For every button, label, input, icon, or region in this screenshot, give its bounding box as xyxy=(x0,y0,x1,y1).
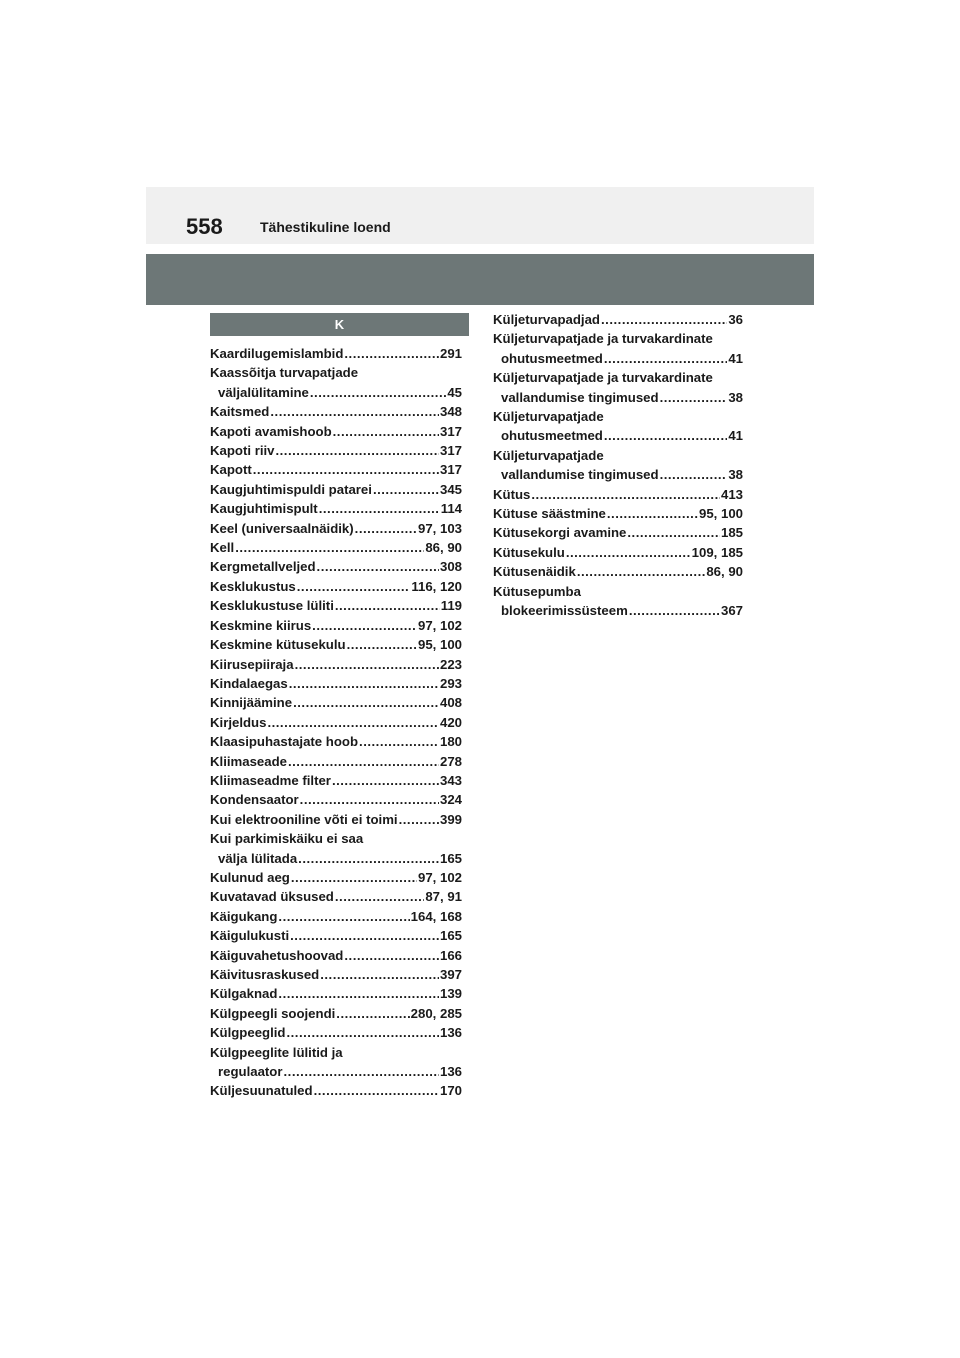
dot-leader xyxy=(293,693,439,712)
dot-leader xyxy=(298,849,439,868)
dot-leader xyxy=(344,946,439,965)
entry-term: Küljeturvapatjade xyxy=(493,409,604,425)
entry-term: Kergmetallveljed xyxy=(210,559,316,575)
entry-term: Küljeturvapatjade ja turvakardinate xyxy=(493,370,713,386)
entry-term: Kell xyxy=(210,540,235,556)
entry-term: ohutusmeetmed xyxy=(501,428,603,444)
entry-page-numbers: 86, 90 xyxy=(706,564,743,580)
page-number: 558 xyxy=(186,214,223,239)
dot-leader xyxy=(320,965,439,984)
entry-term: Käivitusraskused xyxy=(210,967,320,982)
index-entry xyxy=(210,422,462,441)
dot-leader xyxy=(333,422,439,441)
entry-page-numbers: 278 xyxy=(439,753,462,769)
index-entry xyxy=(210,635,462,654)
dot-leader xyxy=(332,771,439,790)
entry-term: Kaitsmed xyxy=(210,404,270,420)
entry-page-numbers: 317 xyxy=(439,462,462,478)
index-entry xyxy=(493,407,743,446)
entry-page-numbers: 119 xyxy=(440,598,462,614)
dot-leader xyxy=(335,887,424,906)
entry-term: Keskmine kiirus xyxy=(210,617,312,633)
entry-term: Kuvatavad üksused xyxy=(210,889,334,905)
entry-page-numbers: 86, 90 xyxy=(425,540,462,556)
dot-leader xyxy=(660,465,728,484)
entry-term: Kütusenäidik xyxy=(493,564,576,580)
dot-leader xyxy=(275,441,439,460)
dot-leader xyxy=(297,577,411,596)
index-entry xyxy=(210,655,462,674)
index-entry xyxy=(210,674,462,693)
dot-leader xyxy=(344,344,439,363)
letter-heading: K xyxy=(210,313,469,336)
index-entry xyxy=(210,596,462,615)
entry-term: Kliimaseade xyxy=(210,753,287,769)
entry-page-numbers: 136 xyxy=(439,1025,462,1041)
dot-leader xyxy=(336,1004,409,1023)
index-entry xyxy=(493,582,743,621)
entry-page-numbers: 280, 285 xyxy=(410,1005,462,1021)
index-entry xyxy=(493,485,743,504)
entry-page-numbers: 165 xyxy=(439,850,462,866)
entry-term: vallandumise tingimused xyxy=(501,467,659,483)
entry-page-numbers: 95, 100 xyxy=(699,506,743,522)
dot-leader xyxy=(373,480,439,499)
dot-leader xyxy=(291,868,417,887)
entry-term: Küljeturvapadjad xyxy=(493,312,600,327)
entry-term: Kirjeldus xyxy=(210,714,267,730)
dot-leader xyxy=(604,426,727,445)
index-entry xyxy=(210,693,462,712)
dot-leader xyxy=(295,655,439,674)
entry-term: Käigulukusti xyxy=(210,928,290,944)
entry-page-numbers: 408 xyxy=(439,695,462,711)
dot-leader xyxy=(660,388,728,407)
dot-leader xyxy=(604,349,727,368)
header-gray-band xyxy=(146,254,814,305)
entry-term: Küljesuunatuled xyxy=(210,1083,313,1099)
entry-page-numbers: 95, 100 xyxy=(418,637,462,653)
entry-term: Kesklukustuse lüliti xyxy=(210,598,334,614)
entry-page-numbers: 343 xyxy=(439,772,462,788)
entry-term: Küljeturvapatjade xyxy=(493,447,604,463)
entry-term: Kapoti avamishoob xyxy=(210,423,332,439)
entry-page-numbers: 345 xyxy=(439,481,462,497)
dot-leader xyxy=(314,1081,439,1100)
index-entry xyxy=(493,310,743,329)
index-entry xyxy=(210,557,462,576)
entry-term: Külgpeeglite lülitid ja xyxy=(210,1044,343,1060)
index-column-right xyxy=(493,310,743,621)
entry-page-numbers: 308 xyxy=(439,559,462,575)
entry-page-numbers: 116, 120 xyxy=(411,578,462,594)
section-title: Tähestikuline loend xyxy=(260,219,391,235)
index-entry xyxy=(210,771,462,790)
dot-leader xyxy=(278,907,409,926)
index-entry xyxy=(210,984,462,1003)
entry-term: Küljeturvapatjade ja turvakardinate xyxy=(493,331,713,347)
entry-term: väljalülitamine xyxy=(218,384,309,400)
entry-term: Kindalaegas xyxy=(210,675,288,691)
dot-leader xyxy=(531,485,720,504)
index-entry xyxy=(210,402,462,421)
dot-leader xyxy=(335,596,440,615)
dot-leader xyxy=(577,562,706,581)
dot-leader xyxy=(270,402,439,421)
entry-term: Kondensaator xyxy=(210,792,299,808)
entry-page-numbers: 97, 102 xyxy=(418,617,462,633)
index-entry xyxy=(210,907,462,926)
entry-term: blokeerimissüsteem xyxy=(501,603,628,619)
entry-term: Külgaknad xyxy=(210,986,278,1002)
entry-term: Kapott xyxy=(210,462,252,478)
entry-page-numbers: 399 xyxy=(439,811,462,827)
entry-term: Kütusepumba xyxy=(493,583,581,599)
index-entry xyxy=(210,1081,462,1100)
entry-term: Keskmine kütusekulu xyxy=(210,637,346,653)
entry-page-numbers: 38 xyxy=(728,467,743,483)
entry-page-numbers: 36 xyxy=(728,312,743,327)
entry-page-numbers: 114 xyxy=(440,501,462,517)
index-entry xyxy=(210,810,462,829)
dot-leader xyxy=(399,810,439,829)
index-entry xyxy=(210,460,462,479)
entry-page-numbers: 367 xyxy=(720,603,743,619)
entry-page-numbers: 136 xyxy=(439,1064,462,1080)
entry-page-numbers: 164, 168 xyxy=(410,908,462,924)
index-entry xyxy=(210,868,462,887)
dot-leader xyxy=(312,616,417,635)
index-entry xyxy=(493,368,743,407)
entry-page-numbers: 317 xyxy=(439,423,462,439)
entry-term: vallandumise tingimused xyxy=(501,389,659,405)
dot-leader xyxy=(253,460,439,479)
entry-page-numbers: 41 xyxy=(728,428,743,444)
dot-leader xyxy=(355,519,417,538)
entry-page-numbers: 180 xyxy=(439,734,462,750)
index-entry xyxy=(210,732,462,751)
entry-term: regulaator xyxy=(218,1064,283,1080)
page-header-band xyxy=(146,187,814,244)
index-entry xyxy=(210,926,462,945)
dot-leader xyxy=(601,310,727,329)
dot-leader xyxy=(290,926,439,945)
index-entry xyxy=(210,790,462,809)
dot-leader xyxy=(607,504,698,523)
entry-term: välja lülitada xyxy=(218,850,298,866)
entry-term: Kui elektrooniline võti ei toimi xyxy=(210,811,398,827)
entry-term: Kapoti riiv xyxy=(210,443,275,459)
dot-leader xyxy=(317,557,439,576)
entry-page-numbers: 397 xyxy=(439,967,462,982)
index-entry xyxy=(493,523,743,542)
entry-page-numbers: 38 xyxy=(728,389,743,405)
dot-leader xyxy=(267,713,439,732)
index-entry xyxy=(210,480,462,499)
dot-leader xyxy=(347,635,417,654)
entry-term: Käiguvahetushoovad xyxy=(210,947,344,963)
entry-page-numbers: 97, 102 xyxy=(418,869,462,885)
index-entry xyxy=(210,1004,462,1023)
index-entry xyxy=(210,519,462,538)
index-entry xyxy=(210,752,462,771)
entry-page-numbers: 165 xyxy=(439,928,462,944)
dot-leader xyxy=(284,1062,439,1081)
entry-page-numbers: 324 xyxy=(439,792,462,808)
dot-leader xyxy=(289,674,439,693)
index-column-left xyxy=(210,344,462,1101)
index-entry xyxy=(210,616,462,635)
entry-term: Kui parkimiskäiku ei saa xyxy=(210,831,364,847)
index-entry xyxy=(210,829,462,868)
dot-leader xyxy=(278,984,439,1003)
entry-term: ohutusmeetmed xyxy=(501,350,603,366)
entry-page-numbers: 293 xyxy=(439,675,462,691)
entry-term: Kiirusepiiraja xyxy=(210,656,294,672)
index-entry xyxy=(210,1023,462,1042)
index-entry xyxy=(493,562,743,581)
entry-page-numbers: 87, 91 xyxy=(425,889,462,905)
entry-page-numbers: 41 xyxy=(728,350,743,366)
entry-page-numbers: 97, 103 xyxy=(418,520,462,536)
index-entry xyxy=(493,504,743,523)
dot-leader xyxy=(286,1023,439,1042)
entry-term: Kulunud aeg xyxy=(210,869,290,885)
dot-leader xyxy=(310,383,446,402)
dot-leader xyxy=(300,790,439,809)
index-entry xyxy=(210,946,462,965)
dot-leader xyxy=(359,732,439,751)
dot-leader xyxy=(566,543,691,562)
entry-page-numbers: 45 xyxy=(447,384,462,400)
index-entry xyxy=(210,713,462,732)
entry-term: Kaardilugemislambid xyxy=(210,346,344,361)
entry-page-numbers: 348 xyxy=(439,404,462,420)
index-entry xyxy=(210,965,462,984)
index-entry xyxy=(210,1043,462,1082)
entry-term: Kütusekorgi avamine xyxy=(493,525,627,541)
dot-leader xyxy=(629,601,720,620)
entry-term: Kütusekulu xyxy=(493,544,565,560)
entry-term: Keel (universaalnäidik) xyxy=(210,520,354,536)
index-entry xyxy=(210,538,462,557)
entry-term: Kütuse säästmine xyxy=(493,506,606,522)
entry-page-numbers: 291 xyxy=(439,346,462,361)
entry-term: Kesklukustus xyxy=(210,578,296,594)
entry-page-numbers: 109, 185 xyxy=(691,544,743,560)
index-entry xyxy=(493,543,743,562)
entry-term: Kinnijäämine xyxy=(210,695,293,711)
index-entry xyxy=(210,363,462,402)
index-entry xyxy=(493,446,743,485)
index-entry xyxy=(210,441,462,460)
index-entry xyxy=(210,344,462,363)
dot-leader xyxy=(627,523,720,542)
dot-leader xyxy=(288,752,439,771)
dot-leader xyxy=(319,499,440,518)
entry-term: Kaugjuhtimispult xyxy=(210,501,318,517)
entry-page-numbers: 170 xyxy=(439,1083,462,1099)
index-entry xyxy=(210,577,462,596)
index-entry xyxy=(210,887,462,906)
entry-term: Külgpeeglid xyxy=(210,1025,286,1041)
entry-term: Kaugjuhtimispuldi patarei xyxy=(210,481,372,497)
entry-page-numbers: 420 xyxy=(439,714,462,730)
entry-page-numbers: 317 xyxy=(439,443,462,459)
entry-term: Kaassõitja turvapatjade xyxy=(210,365,359,381)
entry-term: Kütus xyxy=(493,486,531,502)
entry-page-numbers: 185 xyxy=(720,525,743,541)
entry-page-numbers: 413 xyxy=(720,486,743,502)
index-entry xyxy=(493,329,743,368)
entry-term: Käigukang xyxy=(210,908,278,924)
dot-leader xyxy=(235,538,424,557)
entry-page-numbers: 139 xyxy=(439,986,462,1002)
index-entry xyxy=(210,499,462,518)
entry-term: Külgpeegli soojendi xyxy=(210,1005,336,1021)
entry-term: Kliimaseadme filter xyxy=(210,772,331,788)
entry-page-numbers: 166 xyxy=(439,947,462,963)
entry-term: Klaasipuhastajate hoob xyxy=(210,734,359,750)
entry-page-numbers: 223 xyxy=(439,656,462,672)
